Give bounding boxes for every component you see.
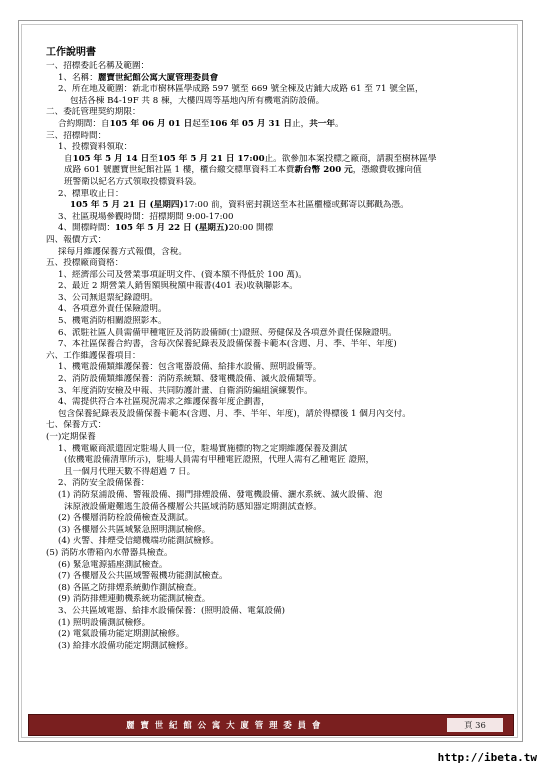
document-line: 六、工作維護保養項目： xyxy=(46,350,141,361)
line-segment: 成路 601 號麗寶世紀館社區 1 樓，櫃台繳交標單資料工本費 xyxy=(64,165,295,176)
document-line: 1、投標資料領取： xyxy=(58,142,133,153)
footer-committee-name: 麗 寶 世 紀 館 公 寓 大 廈 管 理 委 員 會 xyxy=(126,720,322,730)
watermark-url: http://ibeta.tw xyxy=(437,751,537,764)
line-segment: 105 年 06 月 01 日 xyxy=(109,118,193,129)
document-line xyxy=(46,165,508,177)
line-segment: 17:00 前，資料密封親送至本社區櫃檯或郵寄以郵戳為憑。 xyxy=(183,200,409,211)
document-lines xyxy=(46,61,508,652)
document-line: (1) 消防泵浦設備、警報設備、揚門排煙設備、發電機設備、灑水系統、滅火設備、泡 xyxy=(58,489,383,500)
document-line: 2、消防安全設備保養： xyxy=(58,478,150,489)
document-line: 四、報價方式： xyxy=(46,234,107,245)
line-segment: 起至 xyxy=(192,118,210,129)
document-line: 6、派駐社區人員需備甲種電匠及消防設備師(士)證照、勞健保及各項意外責任保險證明。 xyxy=(58,327,397,338)
document-line xyxy=(46,119,508,131)
document-line: (9) 消防排煙連動機系統功能測試檢查。 xyxy=(58,594,211,605)
document-line: 7、本社區保養合約書，含每次保養紀錄表及設備保養卡範本(含週、月、季、半年、年度) xyxy=(58,339,397,350)
document-line: 2、消防設備類維護保養：消防系統類、發電機設備、滅火設備類等。 xyxy=(58,374,322,385)
line-segment: 4、開標時間： xyxy=(58,223,116,234)
document-line: 包括各棟 B4-19F 共 8 棟，大樓四周等基地內所有機電消防設備。 xyxy=(70,95,325,106)
document-line: 3、年度消防安檢及申報、共同防護計畫、自衛消防編組演練製作。 xyxy=(58,385,313,396)
line-segment: 105 年 5 月 14 日 xyxy=(72,153,150,164)
line-segment: 105 年 5 月 22 日 (星期五) xyxy=(115,223,229,234)
document-line: 1、經濟部公司及營業事項証明文件、(資本額不得低於 100 萬)。 xyxy=(58,269,307,280)
line-segment: 新台幣 200 元 xyxy=(294,165,353,176)
document-line: 4、各項意外責任保險證明。 xyxy=(58,304,167,315)
document-line: 2、標單收止日： xyxy=(58,188,124,199)
line-segment: 106 年 05 月 31 日 xyxy=(209,118,292,129)
document-line: (4) 火警、排煙受信總機端功能測試檢修。 xyxy=(58,536,219,547)
document-line: 班警衛以紀名方式領取投標資料袋。 xyxy=(64,176,202,187)
document-line xyxy=(46,200,508,212)
line-segment: ，憑繳費收據向值 xyxy=(352,165,422,176)
line-segment: 105 年 5 月 21 日 17:00 xyxy=(157,153,265,164)
document-line: 二、委託管理契約期限： xyxy=(46,107,141,118)
document-line: 2、最近 2 期營業人銷售額與稅額申報書(401 表)收執聯影本。 xyxy=(58,281,298,292)
document-line: 3、公司無退票紀錄證明。 xyxy=(58,292,158,303)
document-line: (6) 緊急電源插座測試檢查。 xyxy=(58,559,168,570)
document-line: (1) 照明設備測試檢修。 xyxy=(58,617,151,628)
document-line: (7) 各樓層及公共區域警報機功能測試檢查。 xyxy=(58,571,228,582)
document-line: 包含保養紀錄表及設備保養卡範本(含週、月、季、半年、年度)，請於得標後 1 個月內交付。 xyxy=(58,408,411,419)
document-line: (一)定期保養 xyxy=(46,432,96,442)
line-segment: 。 xyxy=(335,118,344,129)
document-title: 工作說明書 xyxy=(46,47,96,58)
document-line: 採每月維護保養方式報價，含稅。 xyxy=(58,246,187,257)
document-line xyxy=(46,154,508,166)
line-segment: 105 年 5 月 21 日 (星期四) xyxy=(70,200,184,211)
document-line: 一、招標委託名稱及範圍： xyxy=(46,61,150,71)
document-line: (8) 各區之防排煙系統動作測試檢查。 xyxy=(58,582,202,593)
document-body xyxy=(46,46,508,652)
document-line xyxy=(46,223,508,235)
document-line: (2) 電氣設備功能定期測試檢修。 xyxy=(58,629,185,640)
line-segment: 麗寶世紀館公寓大廈管理委員會 xyxy=(97,72,219,83)
document-line: (3) 各樓層公共區域緊急照明測試檢修。 xyxy=(58,524,211,535)
document-line: (5) 消防水帶箱內水帶器具檢查。 xyxy=(46,547,173,558)
document-line: 2、所在地及範圍：新北市樹林區學成路 597 號至 669 號全棟及店鋪大成路 61 至 71 號全區， xyxy=(58,84,424,95)
page-footer xyxy=(28,714,514,736)
document-line: 4、需提供符合本社區現況需求之維護保養年度企劃書， xyxy=(58,397,270,408)
document-line: 七、保養方式： xyxy=(46,420,107,431)
document-line: (3) 給排水設備功能定期測試檢修。 xyxy=(58,640,194,651)
document-line: 1、機電設備類維護保養：包含電器設備、給排水設備、照明設備等。 xyxy=(58,362,322,373)
line-segment: 合約期間：自 xyxy=(58,118,110,129)
line-segment: 共一年 xyxy=(309,118,335,129)
document-line: (依機電設備清單所示)，駐場人員需有甲種電匠證照，代理人需有乙種電匠 證照， xyxy=(64,455,375,466)
document-line: 5、機電消防相關證照影本。 xyxy=(58,316,167,327)
document-line: 3、社區現場參觀時間：招標期間 9:00-17:00 xyxy=(58,211,234,222)
document-line: 五、投標廠商資格： xyxy=(46,258,124,269)
document-line: 且一個月代理天數不得超過 7 日。 xyxy=(64,466,196,477)
document-line: 3、公共區域電器、給排水設備保養：(照明設備、電氣設備) xyxy=(58,605,286,616)
line-segment: 1、名稱： xyxy=(58,72,98,83)
line-segment: 20:00 開標 xyxy=(228,223,274,234)
document-line: (2) 各樓層消防栓設備檢查及測試。 xyxy=(58,513,194,524)
line-segment: 止。欲參加本案投標之廠商，請親至樹林區學 xyxy=(264,153,437,164)
line-segment: 自 xyxy=(64,153,73,164)
line-segment: 止， xyxy=(292,118,310,129)
footer-page-number: 頁 36 xyxy=(447,718,503,732)
document-line: 1、機電廠商派遣固定駐場人員一位，駐場實施標的物之定期維護保養及測試 xyxy=(58,443,348,454)
document-line: 沫原液設備避難逃生設備各樓層公共區域消防感知器定期測試查修。 xyxy=(64,501,322,512)
document-line xyxy=(46,73,508,85)
document-line: 三、招標時間： xyxy=(46,130,107,141)
line-segment: 至 xyxy=(149,153,158,164)
